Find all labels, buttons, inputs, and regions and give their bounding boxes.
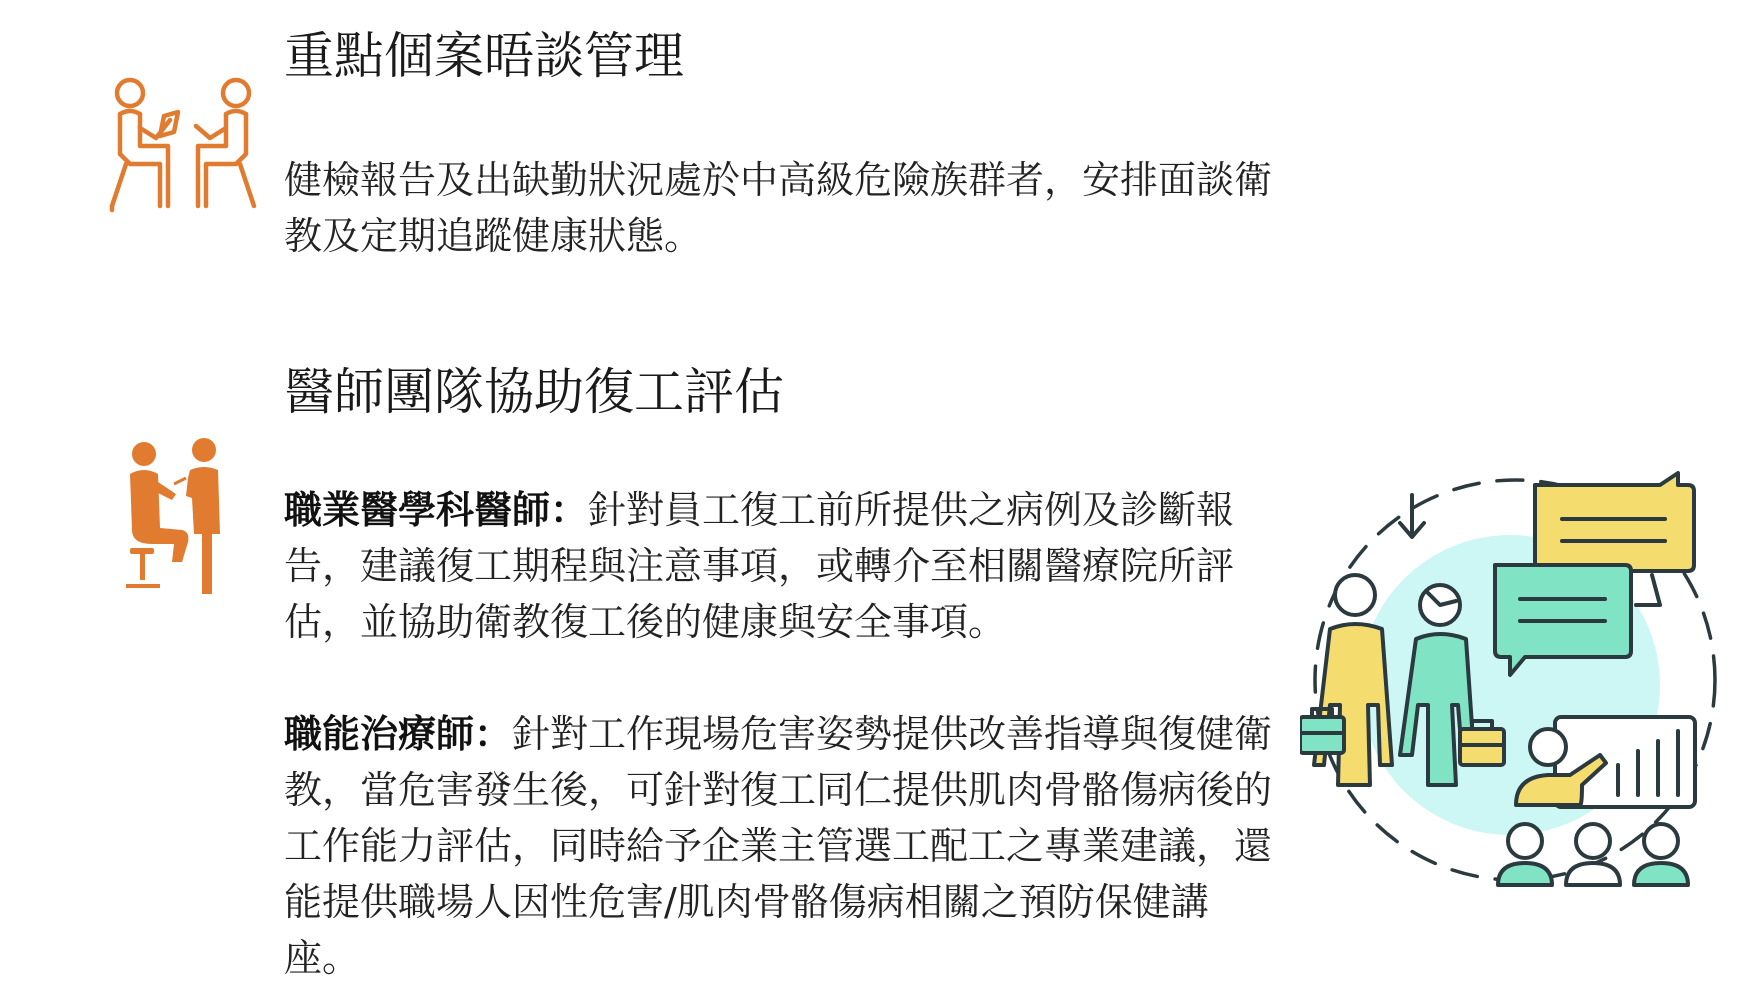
occupational-therapist-text: 針對工作現場危害姿勢提供改善指導與復健衛教，當危害發生後，可針對復工同仁提供肌肉骨骼傷病後的工作能力評估，同時給予企業主管選工配工之專業建議，還能提供職場人因性危害/肌肉骨骼傷病相關之預防保健講座。: [284, 712, 1273, 980]
section1-body: 健檢報告及出缺勤狀況處於中高級危險族群者，安排面談衛教及定期追蹤健康狀態。: [284, 158, 1273, 258]
team-meeting-illustration: [1300, 455, 1730, 909]
doctor-consultation-icon: [124, 438, 234, 602]
occupational-physician-text: 針對員工復工前所提供之病例及診斷報告，建議復工期程與注意事項，或轉介至相關醫療院所評估，並協助衛教復工後的健康與安全事項。: [284, 488, 1235, 644]
occupational-therapist-paragraph: [284, 706, 1274, 986]
section2-title: 醫師團隊協助復工評估: [284, 363, 784, 421]
section1-title: 重點個案晤談管理: [284, 27, 684, 85]
occupational-physician-paragraph: [284, 482, 1274, 650]
occupational-therapist-label: 職能治療師：: [284, 712, 513, 756]
occupational-physician-label: 職業醫學科醫師：: [284, 488, 589, 532]
interview-icon: [108, 76, 258, 220]
